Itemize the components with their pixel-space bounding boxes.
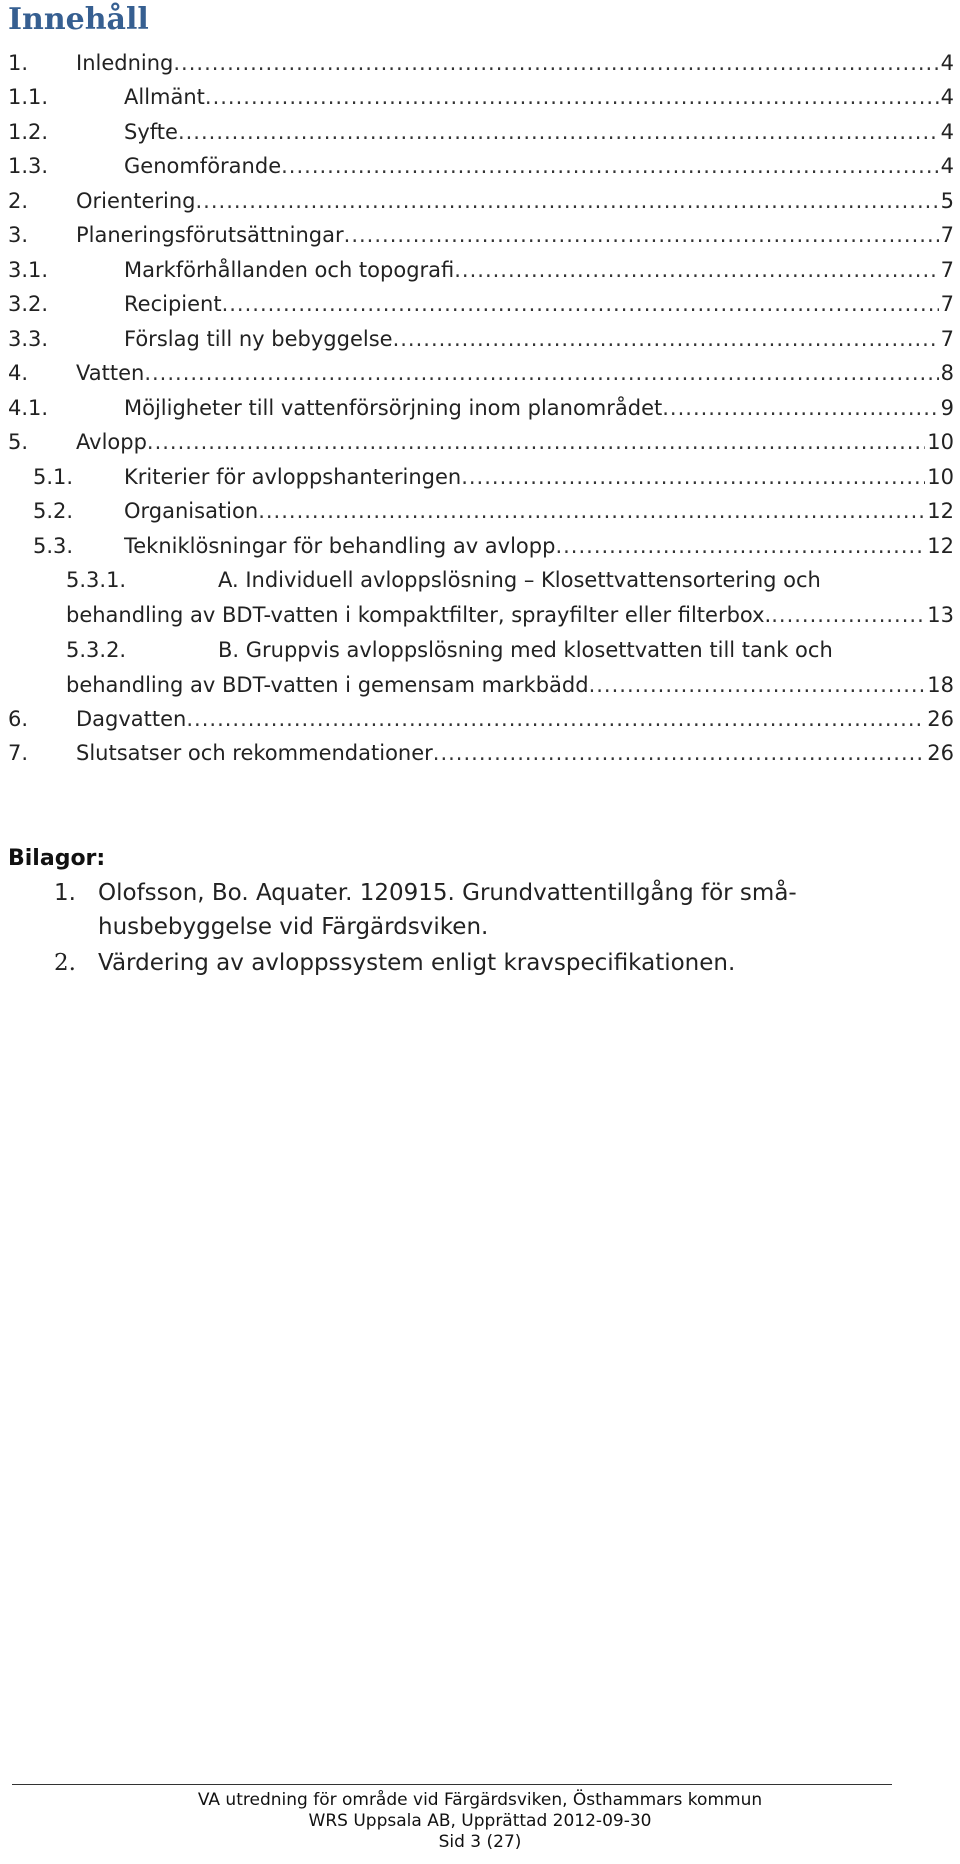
appendix-item-text	[98, 876, 918, 944]
toc-leader	[555, 529, 925, 563]
toc-entry-page: 4	[940, 120, 954, 144]
toc-leader	[258, 494, 925, 528]
toc-entry-page: 7	[940, 223, 954, 247]
toc-leader	[454, 253, 938, 287]
toc-entry-page: 5	[940, 189, 954, 213]
toc-entry-title: Markförhållanden och topografi	[124, 258, 455, 282]
footer-divider	[12, 1784, 892, 1785]
toc-entry-title: Planeringsförutsättningar	[76, 223, 344, 247]
toc-entry-number: 3.	[8, 223, 29, 247]
toc-entry[interactable]	[0, 425, 960, 459]
toc-entry-number: 5.3.1.	[66, 568, 127, 592]
toc-entry-title: Inledning	[76, 51, 174, 75]
toc-leader	[147, 425, 925, 459]
toc-leader	[144, 356, 938, 390]
toc-entry[interactable]	[0, 218, 960, 252]
toc-entry-page: 8	[940, 361, 954, 385]
toc-entry-page: 12	[927, 534, 954, 558]
toc-leader	[771, 598, 925, 632]
toc-leader	[461, 460, 925, 494]
toc-entry-page: 13	[927, 603, 954, 627]
toc-entry-page: 12	[927, 499, 954, 523]
toc-entry[interactable]	[0, 702, 960, 736]
toc-leader	[205, 80, 939, 114]
page-footer	[0, 1790, 960, 1853]
toc-entry[interactable]	[0, 494, 960, 528]
toc-entry-page: 4	[940, 51, 954, 75]
toc-entry-title-continued: behandling av BDT-vatten i kompaktfilter, sprayfilter eller filterbox.	[66, 603, 772, 627]
toc-entry[interactable]	[0, 529, 960, 563]
toc-entry-page: 26	[927, 741, 954, 765]
toc-entry-number: 3.3.	[8, 327, 49, 351]
toc-leader	[662, 391, 938, 425]
toc-entry[interactable]	[0, 253, 960, 287]
toc-entry-number: 4.1.	[8, 396, 49, 420]
toc-entry-page: 18	[927, 673, 954, 697]
toc-entry-number: 5.3.2.	[66, 638, 127, 662]
toc-leader	[393, 322, 939, 356]
toc-entry-title: Slutsatser och rekommendationer	[76, 741, 433, 765]
toc-entry-title: Syfte	[124, 120, 178, 144]
toc-leader	[589, 668, 926, 702]
appendix-item-line: husbebyggelse vid Färgärdsviken.	[98, 914, 489, 940]
appendix-item-number: 2.	[54, 950, 76, 976]
toc-entry-title: Vatten	[76, 361, 145, 385]
toc-entry-number: 1.3.	[8, 154, 49, 178]
toc-entry-title: A. Individuell avloppslösning – Klosettvattensortering och	[218, 568, 821, 592]
toc-entry-title: Organisation	[124, 499, 259, 523]
toc-entry-number: 5.	[8, 430, 29, 454]
toc-entry[interactable]	[0, 736, 960, 770]
toc-entry-number: 4.	[8, 361, 29, 385]
toc-entry-title: Kriterier för avloppshanteringen	[124, 465, 462, 489]
appendix-item-text: Värdering av avloppssystem enligt kravspecifikationen.	[98, 950, 736, 976]
toc-leader	[222, 287, 939, 321]
toc-leader	[281, 149, 939, 183]
toc-entry-number: 1.2.	[8, 120, 49, 144]
toc-entry[interactable]	[0, 633, 960, 703]
toc-entry-title-continued: behandling av BDT-vatten i gemensam markbädd	[66, 673, 589, 697]
toc-title: Innehåll	[8, 2, 149, 37]
toc-entry-title: Förslag till ny bebyggelse	[124, 327, 393, 351]
appendix-heading: Bilagor:	[8, 846, 106, 871]
toc-entry[interactable]	[0, 356, 960, 390]
toc-entry-number: 3.2.	[8, 292, 49, 316]
toc-entry-title: Orientering	[76, 189, 196, 213]
toc-entry-page: 4	[940, 85, 954, 109]
toc-leader	[186, 702, 925, 736]
toc-entry-page: 10	[927, 430, 954, 454]
toc-entry-title: Dagvatten	[76, 707, 187, 731]
toc-leader	[433, 736, 925, 770]
toc-entry-number: 5.2.	[33, 499, 74, 523]
toc-entry[interactable]	[0, 184, 960, 218]
toc-entry-title: Allmänt	[124, 85, 205, 109]
toc-entry-number: 1.	[8, 51, 29, 75]
toc-entry-number: 3.1.	[8, 258, 49, 282]
toc-entry-number: 1.1.	[8, 85, 49, 109]
toc-entry[interactable]	[0, 149, 960, 183]
toc-entry-page: 10	[927, 465, 954, 489]
toc-entry-number: 6.	[8, 707, 29, 731]
appendix-item-number: 1.	[54, 880, 76, 906]
toc-entry-number: 2.	[8, 189, 29, 213]
toc-entry-title: Tekniklösningar för behandling av avlopp	[124, 534, 556, 558]
toc-entry-page: 26	[927, 707, 954, 731]
toc-entry-page: 7	[940, 327, 954, 351]
footer-page-number: Sid 3 (27)	[438, 1832, 522, 1852]
toc-entry-number: 7.	[8, 741, 29, 765]
toc-entry-title: Möjligheter till vattenförsörjning inom planområdet	[124, 396, 663, 420]
toc-entry-title: Genomförande	[124, 154, 282, 178]
toc-entry[interactable]	[0, 46, 960, 80]
toc-entry-page: 9	[940, 396, 954, 420]
toc-entry-number: 5.1.	[33, 465, 74, 489]
toc-entry[interactable]	[0, 322, 960, 356]
toc-leader	[173, 46, 938, 80]
toc-entry[interactable]	[0, 115, 960, 149]
toc-entry-title: Avlopp	[76, 430, 147, 454]
toc-entry-number: 5.3.	[33, 534, 74, 558]
toc-entry[interactable]	[0, 563, 960, 633]
toc-entry-page: 7	[940, 292, 954, 316]
toc-leader	[178, 115, 939, 149]
toc-entry[interactable]	[0, 391, 960, 425]
footer-author-date: WRS Uppsala AB, Upprättad 2012-09-30	[308, 1811, 652, 1831]
toc-leader	[196, 184, 939, 218]
toc-entry[interactable]	[0, 287, 960, 321]
toc-entry[interactable]	[0, 460, 960, 494]
toc-entry-page: 4	[940, 154, 954, 178]
toc-leader	[344, 218, 939, 252]
appendix-section	[8, 842, 908, 976]
toc-entry-title: Recipient	[124, 292, 222, 316]
footer-document-title: VA utredning för område vid Färgärdsviken, Östhammars kommun	[197, 1790, 763, 1810]
appendix-item-line: Olofsson, Bo. Aquater. 120915. Grundvattentillgång för små-	[98, 880, 797, 906]
toc-entry-title: B. Gruppvis avloppslösning med klosettvatten till tank och	[218, 638, 833, 662]
toc-entry[interactable]	[0, 80, 960, 114]
toc-entry-page: 7	[940, 258, 954, 282]
